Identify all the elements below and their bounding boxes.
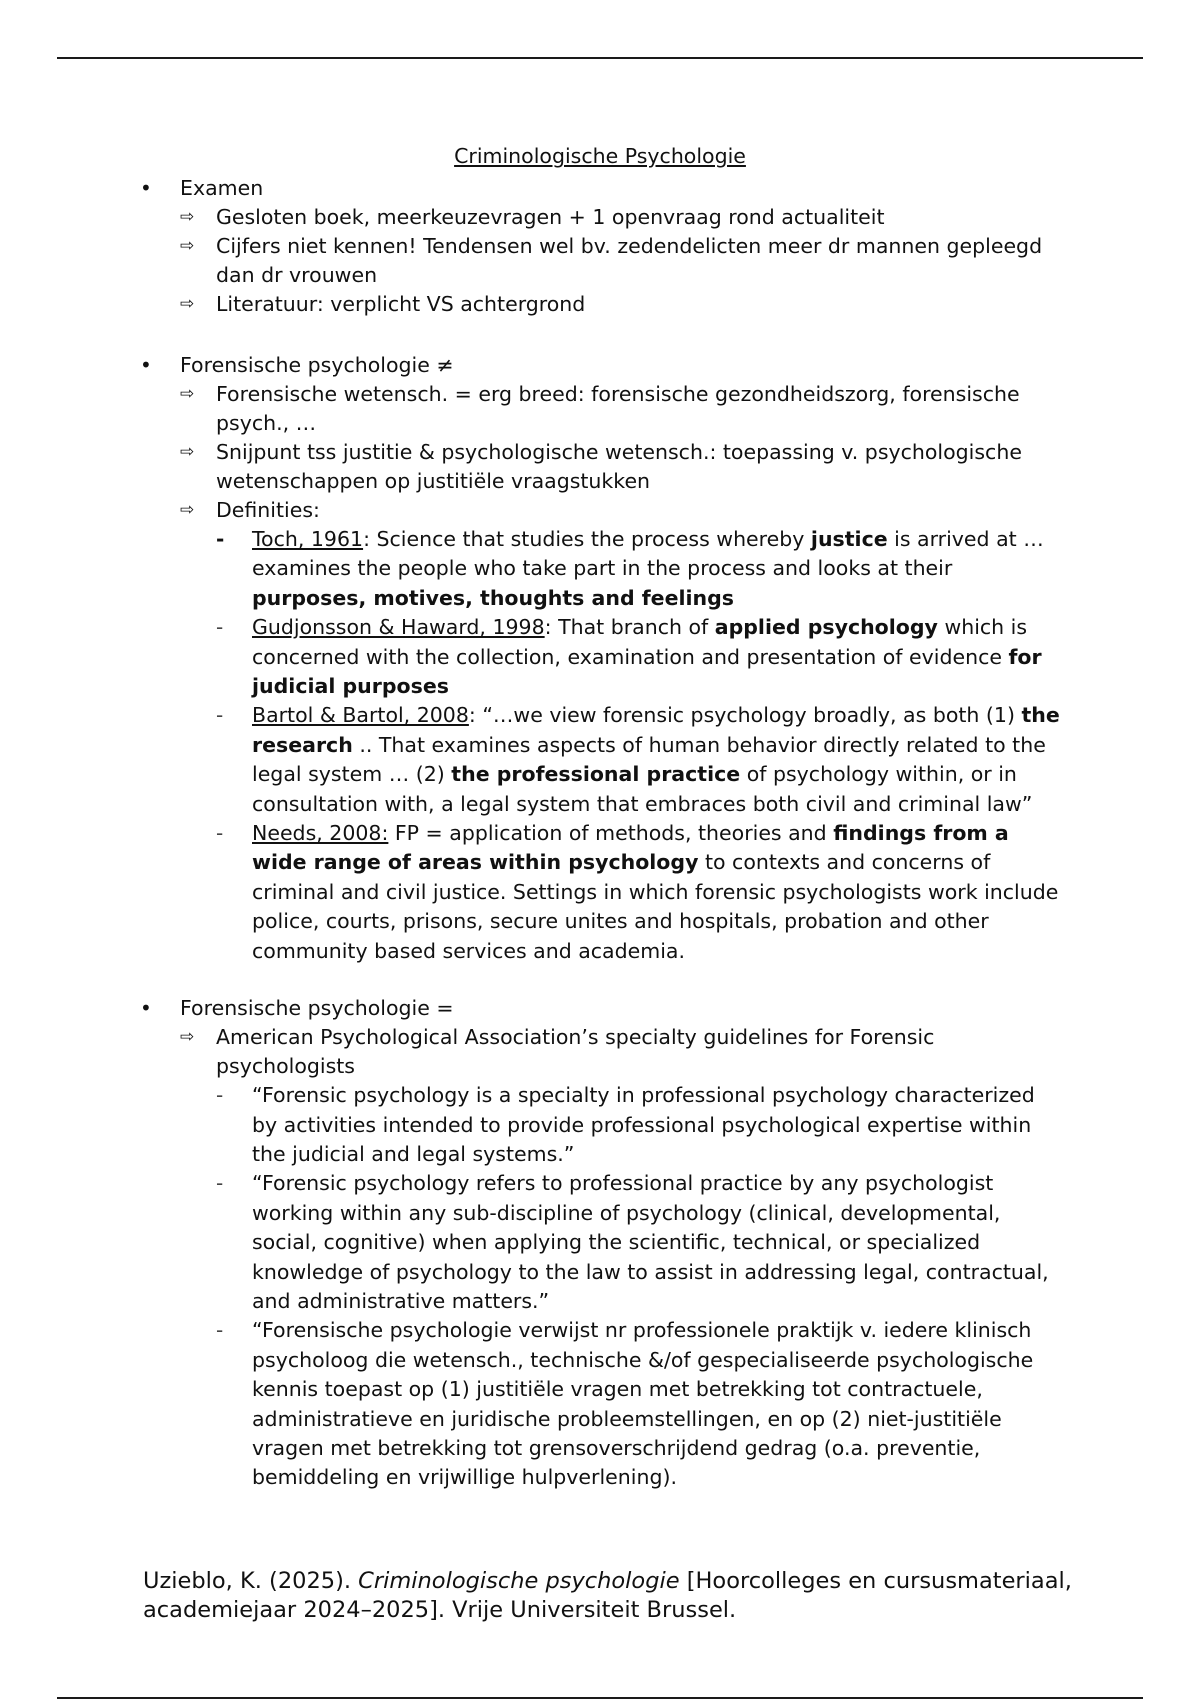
arrow-icon: ⇨ (180, 294, 195, 314)
list-item: ⇨ Gesloten boek, meerkeuzevragen + 1 openvraag rond actualiteit (0, 203, 1200, 232)
definition-source: Bartol & Bartol, 2008 (252, 703, 469, 728)
reference: Uzieblo, K. (2025). Criminologische psychologie [Hoorcolleges en cursusmateriaal, academiejaar 2024–2025]. Vrije Universiteit Brussel. (143, 1568, 1072, 1623)
arrow-icon: ⇨ (180, 384, 195, 404)
bullet-icon: • (140, 996, 152, 1021)
dash-icon: - (216, 1171, 224, 1196)
section-heading: • Forensische psychologie = (0, 994, 1200, 1023)
reference-title: Criminologische psychologie (358, 1568, 680, 1594)
list-item: ⇨ Forensische wetensch. = erg breed: forensische gezondheidszorg, forensische psych., … (180, 382, 1020, 435)
definition-item: - Bartol & Bartol, 2008: “…we view forensic psychology broadly, as both (1) the research .. That examines aspects of human behavior directly related to the legal system … (2) the professional practice of psychology within, or in consultation with, a legal system that embraces both civil and criminal law” (216, 703, 1060, 816)
arrow-icon: ⇨ (180, 236, 195, 256)
section-heading: • Forensische psychologie ≠ (0, 351, 1200, 380)
list-item: ⇨ Snijpunt tss justitie & psychologische wetensch.: toepassing v. psychologische wetenschappen op justitiële vraagstukken (180, 440, 1022, 493)
quote-item: - “Forensic psychology refers to professional practice by any psychologist working within any sub-discipline of psychology (clinical, developmental, social, cognitive) when applying the scientific, technical, or specialized knowledge of psychology to the law to assist in addressing legal, contractual, and administrative matters.” (216, 1171, 1049, 1313)
quote-item: - “Forensic psychology is a specialty in professional psychology characterized by activities intended to provide professional psychological expertise within the judicial and legal systems.” (216, 1083, 1035, 1166)
dash-icon: - (216, 527, 225, 551)
section-forensische-psychologie-niet (0, 351, 1200, 966)
dash-icon: - (216, 1083, 224, 1108)
page-title: Criminologische Psychologie (454, 144, 746, 168)
definition-source: Gudjonsson & Haward, 1998 (252, 615, 545, 640)
document-body (0, 143, 1200, 1493)
definition-source: Toch, 1961 (252, 527, 364, 551)
list-item: ⇨ Literatuur: verplicht VS achtergrond (0, 290, 1200, 319)
dash-icon: - (216, 821, 224, 846)
list-item: ⇨ Definities: (0, 496, 1200, 525)
arrow-icon: ⇨ (180, 442, 195, 462)
footer-rule (57, 1697, 1143, 1699)
arrow-icon: ⇨ (180, 1027, 195, 1048)
arrow-icon: ⇨ (180, 207, 195, 227)
dash-icon: - (216, 703, 224, 728)
list-item: ⇨ American Psychological Association’s specialty guidelines for Forensic psychologists (180, 1025, 935, 1079)
arrow-icon: ⇨ (180, 500, 195, 520)
definition-item: - Toch, 1961: Science that studies the process whereby justice is arrived at … examines the people who take part in the process and looks at their purposes, motives, thoughts and feelings (216, 527, 1044, 610)
section-heading: • Examen (0, 174, 1200, 203)
definition-item: - Needs, 2008: FP = application of methods, theories and findings from a wide range of areas within psychology to contexts and concerns of criminal and civil justice. Settings in which forensic psychologists work include police, courts, prisons, secure unites and hospitals, probation and other community based services and academia. (216, 821, 1059, 963)
bullet-icon: • (140, 353, 152, 377)
list-item: ⇨ Cijfers niet kennen! Tendensen wel bv. zedendelicten meer dr mannen gepleegd dan dr vrouwen (180, 234, 1043, 287)
bullet-icon: • (140, 176, 152, 200)
quote-item: - “Forensische psychologie verwijst nr professionele praktijk v. iedere klinisch psycholoog die wetensch., technische &/of gespecialiseerde psychologische kennis toepast op (1) justitiële vragen met betrekking tot contractuele, administratieve en juridische probleemstellingen, en op (2) niet-justitiële vragen met betrekking tot grensoverschrijdend gedrag (o.a. preventie, bemiddeling en vrijwillige hulpverlening). (216, 1318, 1034, 1490)
header-rule (57, 57, 1143, 59)
section-examen (0, 174, 1200, 319)
dash-icon: - (216, 615, 224, 640)
definition-source: Needs, 2008: (252, 821, 389, 846)
definition-item: - Gudjonsson & Haward, 1998: That branch of applied psychology which is concerned with the collection, examination and presentation of evidence for judicial purposes (216, 615, 1042, 699)
section-forensische-psychologie-is (0, 994, 1200, 1493)
dash-icon: - (216, 1318, 224, 1343)
